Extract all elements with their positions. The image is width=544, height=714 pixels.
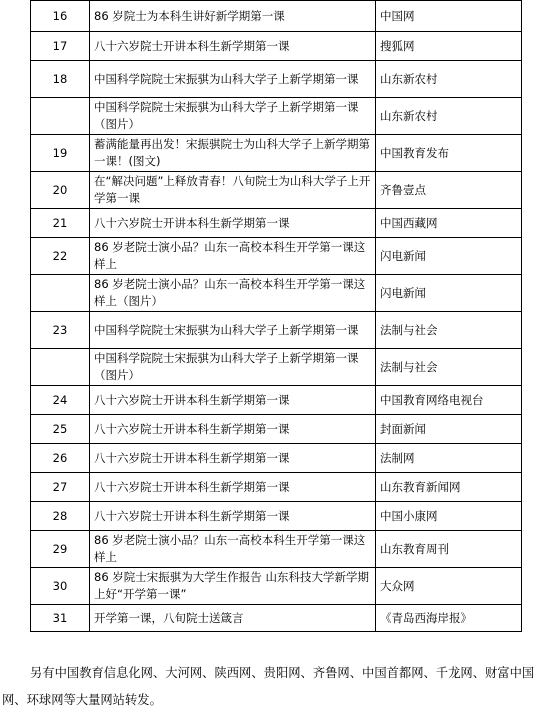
article-title: 在“解决问题”上释放青春！八旬院士为山科大学子上开学第一课: [90, 172, 376, 209]
article-title: 中国科学院院士宋振骐为山科大学子上新学期第一课（图片）: [90, 98, 376, 135]
table-row: [31, 473, 522, 502]
media-source: 封面新闻: [376, 415, 522, 444]
media-source: 中国教育发布: [376, 135, 522, 172]
row-number: 17: [31, 32, 90, 61]
article-title: 中国科学院院士宋振骐为山科大学子上新学期第一课（图片）: [90, 349, 376, 386]
table-row: [31, 349, 522, 386]
row-number: 20: [31, 172, 90, 209]
table-row: [31, 32, 522, 61]
media-source: 中国小康网: [376, 502, 522, 531]
article-title: 八十六岁院士开讲本科生新学期第一课: [90, 415, 376, 444]
row-number: [31, 98, 90, 135]
article-title: 八十六岁院士开讲本科生新学期第一课: [90, 473, 376, 502]
footer-note: 另有中国教育信息化网、大河网、陕西网、贵阳网、齐鲁网、中国首都网、千龙网、财富中国网、环球网等大量网站转发。: [2, 666, 535, 707]
article-title: 86 岁院士宋振骐为大学生作报告 山东科技大学新学期上好“开学第一课”: [90, 568, 376, 605]
row-number: 30: [31, 568, 90, 605]
article-title: 八十六岁院士开讲本科生新学期第一课: [90, 444, 376, 473]
row-number: 27: [31, 473, 90, 502]
article-title: 八十六岁院士开讲本科生新学期第一课: [90, 502, 376, 531]
media-source: 中国教育网络电视台: [376, 386, 522, 415]
media-source: 法制与社会: [376, 349, 522, 386]
article-title: 86 岁老院士演小品？山东一高校本科生开学第一课这样上（图片）: [90, 275, 376, 312]
row-number: 21: [31, 209, 90, 238]
row-number: 31: [31, 605, 90, 632]
article-title: 86 岁老院士演小品？山东一高校本科生开学第一课这样上: [90, 238, 376, 275]
media-source: 大众网: [376, 568, 522, 605]
article-title: 中国科学院院士宋振骐为山科大学子上新学期第一课: [90, 312, 376, 349]
article-title: 八十六岁院士开讲本科生新学期第一课: [90, 209, 376, 238]
article-title: 八十六岁院士开讲本科生新学期第一课: [90, 386, 376, 415]
media-coverage-rows: [31, 1, 522, 632]
article-title: 86 岁老院士演小品？山东一高校本科生开学第一课这样上: [90, 531, 376, 568]
row-number: 26: [31, 444, 90, 473]
media-source: 齐鲁壹点: [376, 172, 522, 209]
article-title: 八十六岁院士开讲本科生新学期第一课: [90, 32, 376, 61]
table-row: [31, 135, 522, 172]
media-source: 山东新农村: [376, 98, 522, 135]
media-source: 山东教育周刊: [376, 531, 522, 568]
row-number: 18: [31, 61, 90, 98]
row-number: 16: [31, 1, 90, 32]
row-number: 25: [31, 415, 90, 444]
table-row: [31, 568, 522, 605]
article-title: 中国科学院院士宋振骐为山科大学子上新学期第一课: [90, 61, 376, 98]
table-row: [31, 531, 522, 568]
article-title: 开学第一课，八旬院士送箴言: [90, 605, 376, 632]
media-source: 搜狐网: [376, 32, 522, 61]
row-number: 29: [31, 531, 90, 568]
media-source: 《青岛西海岸报》: [376, 605, 522, 632]
row-number: 23: [31, 312, 90, 349]
media-source: 法制与社会: [376, 312, 522, 349]
table-row: [31, 444, 522, 473]
table-row: [31, 238, 522, 275]
table-row: [31, 209, 522, 238]
table-row: [31, 415, 522, 444]
row-number: 28: [31, 502, 90, 531]
table-row: [31, 98, 522, 135]
media-source: 山东教育新闻网: [376, 473, 522, 502]
media-source: 山东新农村: [376, 61, 522, 98]
table-row: [31, 275, 522, 312]
row-number: 19: [31, 135, 90, 172]
article-title: 86 岁院士为本科生讲好新学期第一课: [90, 1, 376, 32]
row-number: [31, 349, 90, 386]
media-source: 闪电新闻: [376, 238, 522, 275]
table-row: [31, 312, 522, 349]
media-coverage-table: [30, 0, 522, 632]
table-row: [31, 1, 522, 32]
media-source: 闪电新闻: [376, 275, 522, 312]
table-row: [31, 386, 522, 415]
table-row: [31, 172, 522, 209]
media-source: 法制网: [376, 444, 522, 473]
table-row: [31, 605, 522, 632]
row-number: 22: [31, 238, 90, 275]
row-number: 24: [31, 386, 90, 415]
table-row: [31, 502, 522, 531]
table-row: [31, 61, 522, 98]
article-title: 蓄满能量再出发！宋振骐院士为山科大学子上新学期第一课！(图文): [90, 135, 376, 172]
row-number: [31, 275, 90, 312]
media-source: 中国西藏网: [376, 209, 522, 238]
media-source: 中国网: [376, 1, 522, 32]
